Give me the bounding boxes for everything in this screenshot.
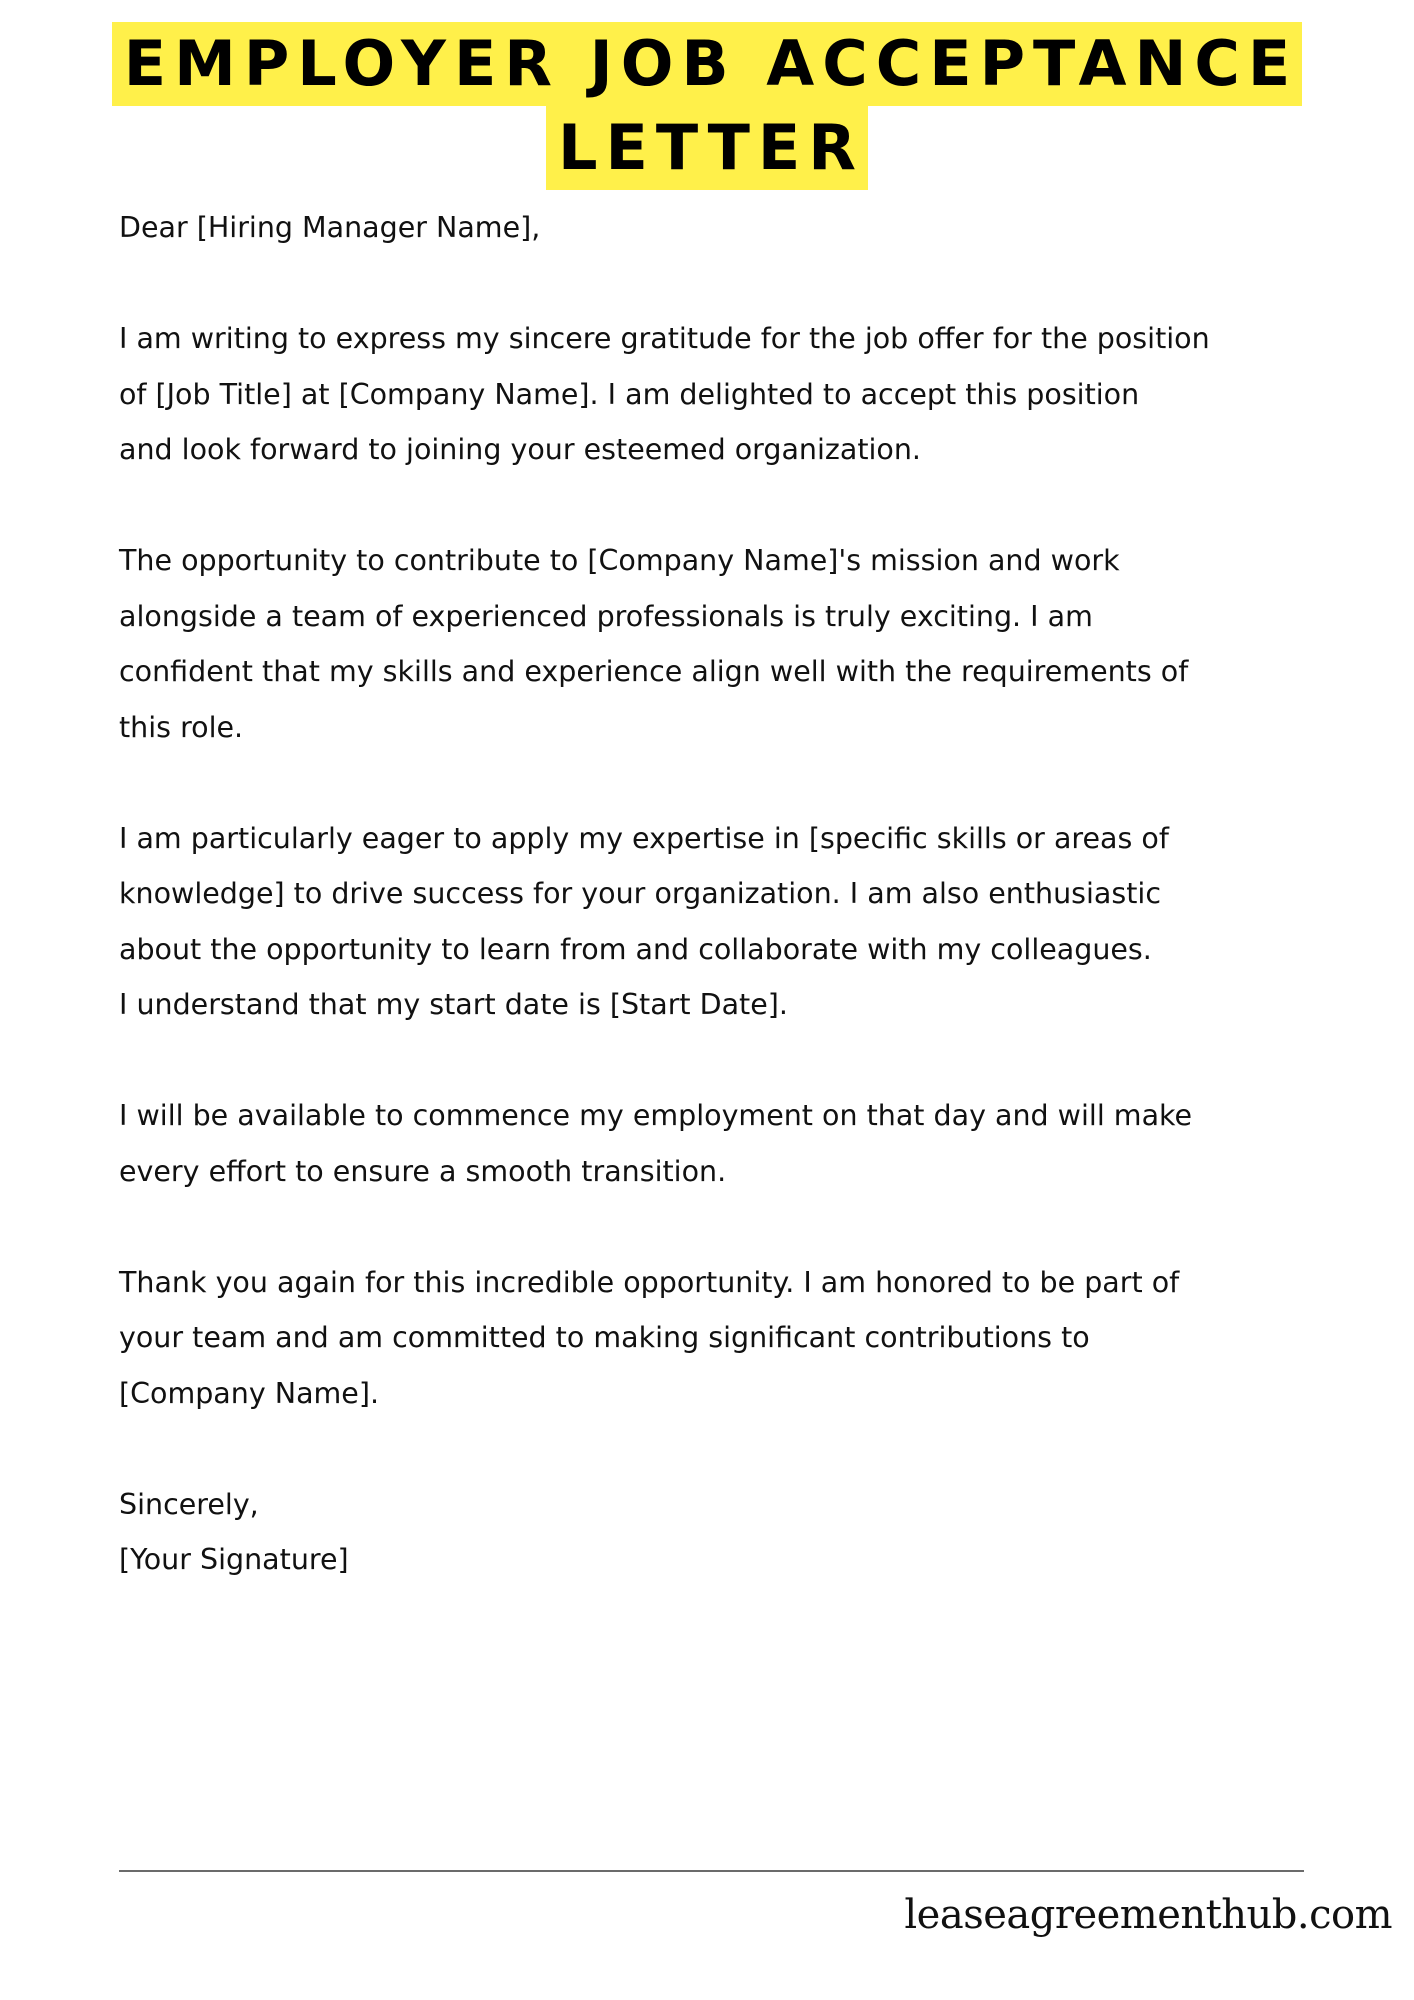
title-line-1: EMPLOYER JOB ACCEPTANCE (112, 22, 1302, 106)
paragraph-thanks: Thank you again for this incredible opportunity. I am honored to be part of your team and am committed to making significant contributions to [Company Name]. (119, 1265, 1180, 1410)
closing: Sincerely, (119, 1487, 259, 1521)
document-title (0, 22, 1414, 190)
footer-website: leaseagreementhub.com (904, 1892, 1392, 1938)
paragraph-expertise: I am particularly eager to apply my expertise in [specific skills or areas of knowledge] to drive success for your organization. I am also enthusiastic about the opportunity to learn from and collaborate with my colleagues. I understand that my start date is [Start Date]. (119, 821, 1169, 1021)
letter-body (119, 200, 1319, 1588)
title-line-2: LETTER (546, 106, 868, 190)
paragraph-opportunity: The opportunity to contribute to [Company Name]'s mission and work alongside a team of experienced professionals is truly exciting. I am confident that my skills and experience align well with the requirements of this role. (119, 544, 1189, 744)
paragraph-gratitude: I am writing to express my sincere gratitude for the job offer for the position of [Job Title] at [Company Name]. I am delighted to accept this position and look forward to joining your esteemed organization. (119, 322, 1210, 466)
salutation: Dear [Hiring Manager Name], (119, 211, 541, 244)
footer-divider (119, 1870, 1304, 1872)
paragraph-availability: I will be available to commence my employment on that day and will make every effort to ensure a smooth transition. (119, 1099, 1193, 1188)
signature: [Your Signature] (119, 1543, 349, 1576)
